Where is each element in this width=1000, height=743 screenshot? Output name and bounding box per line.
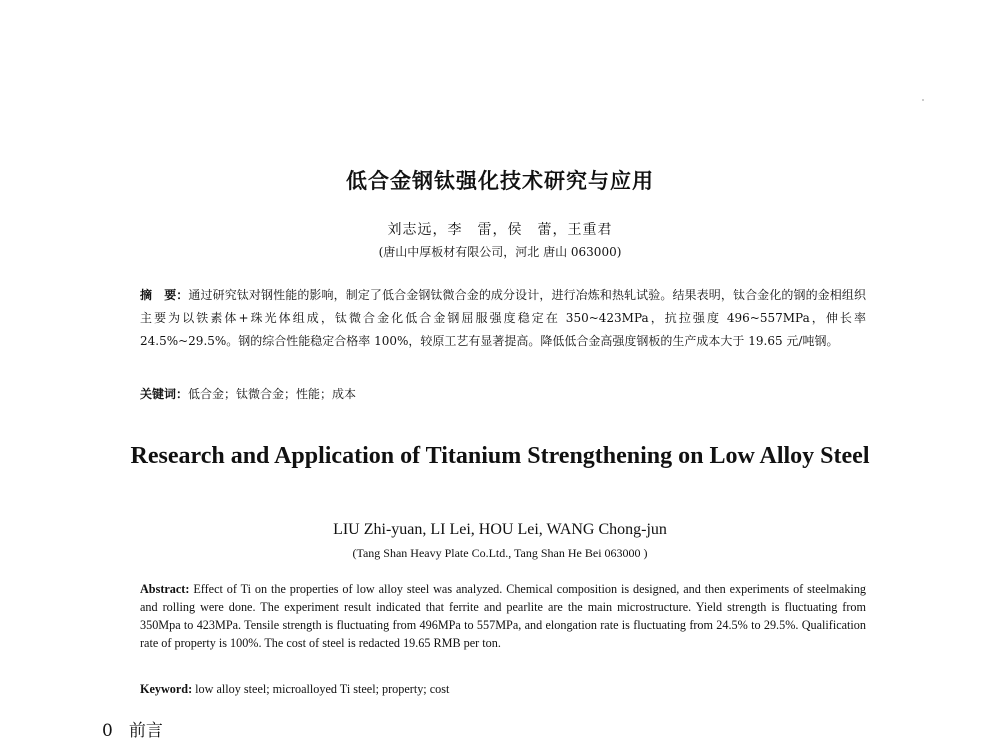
chinese-authors: 刘志远，李 雷，侯 蕾，王重君 <box>387 222 613 238</box>
chinese-keywords-label: 关键词： <box>140 387 189 401</box>
chinese-abstract <box>140 284 866 353</box>
chinese-keywords-text: 低合金；钛微合金；性能；成本 <box>188 387 357 401</box>
english-abstract-label: Abstract: <box>140 582 190 596</box>
english-affiliation: (Tang Shan Heavy Plate Co.Ltd., Tang Shan He Bei 063000 ) <box>352 546 648 560</box>
english-authors: LIU Zhi-yuan, LI Lei, HOU Lei, WANG Chong-jun <box>333 521 667 538</box>
english-title: Research and Application of Titanium Strengthening on Low Alloy Steel <box>130 443 870 469</box>
english-keywords <box>140 680 866 698</box>
english-keywords-text: low alloy steel; microalloyed Ti steel; property; cost <box>195 682 450 696</box>
chinese-abstract-text: 通过研究钛对钢性能的影响，制定了低合金钢钛微合金的成分设计，进行冶炼和热轧试验。结果表明，钛合金化的钢的金相组织主要为以铁素体+珠光体组成，钛微合金化低合金钢屈服强度稳定在 350~423MPa，抗拉强度 496~557MPa，伸长率 24.5%~29.5%。钢的综合性能稳定合格率 100%，较原工艺有显著提高。降低低合金高强度钢板的生产成本大于 19.65 元/吨钢。 <box>140 288 866 348</box>
chinese-keywords <box>140 384 866 404</box>
section-heading <box>102 716 163 741</box>
chinese-title: 低合金钢钛强化技术研究与应用 <box>346 169 654 193</box>
section-title: 前言 <box>128 721 163 741</box>
english-abstract <box>140 580 866 652</box>
chinese-affiliation: (唐山中厚板材有限公司，河北 唐山 063000) <box>378 245 622 259</box>
scan-artifact <box>922 99 924 101</box>
english-abstract-text: Effect of Ti on the properties of low alloy steel was analyzed. Chemical composition is designed, and then experiments of steelmaking and rolling were done. The experiment result indicated that ferrite and pearlite are the main microstructure. Yield strength is fluctuating from 350Mpa to 423MPa. Tensile strength is fluctuating from 496MPa to 557MPa, and elongation rate is fluctuating from 24.5% to 29.5%. Qualification rate of property is 100%. The cost of steel is redacted 19.65 RMB per ton. <box>140 582 867 650</box>
section-number: 0 <box>102 721 113 741</box>
english-keywords-label: Keyword: <box>140 682 193 696</box>
chinese-abstract-label: 摘 要： <box>140 288 189 302</box>
